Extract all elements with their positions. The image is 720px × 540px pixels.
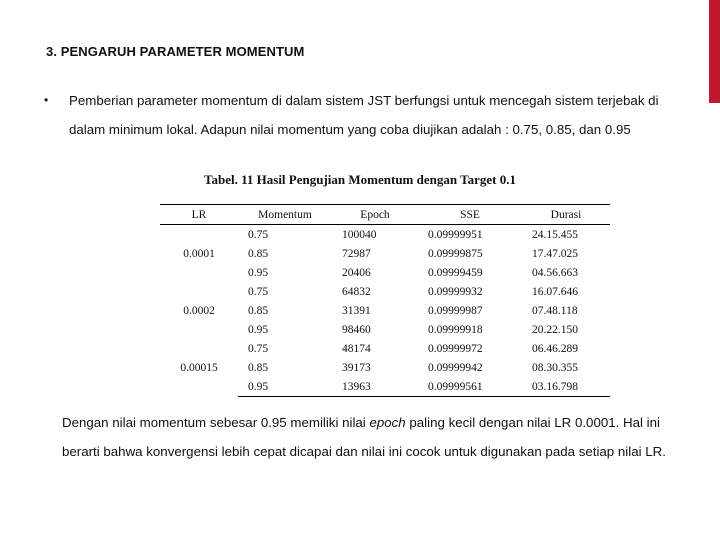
header-durasi: Durasi	[522, 205, 610, 225]
table-body	[160, 225, 610, 397]
cell-epoch: 98460	[342, 323, 371, 336]
header-lr: LR	[160, 205, 238, 225]
cell-sse: 0.09999942	[428, 361, 483, 374]
cell-epoch: 72987	[342, 247, 371, 260]
table-row	[160, 339, 610, 358]
cell-sse: 0.09999972	[428, 342, 483, 355]
cell-epoch: 48174	[342, 342, 371, 355]
cell-durasi: 16.07.646	[532, 285, 578, 298]
header-momentum: Momentum	[238, 205, 332, 225]
cell-lr: 0.00015	[180, 361, 218, 374]
table-caption: Tabel. 11 Hasil Pengujian Momentum dengan Target 0.1	[204, 172, 516, 187]
conclusion-text-1: Dengan nilai momentum sebesar 0.95 memiliki nilai	[62, 415, 370, 430]
cell-momentum: 0.95	[248, 323, 269, 336]
cell-durasi: 08.30.355	[532, 361, 578, 374]
conclusion-paragraph	[62, 408, 692, 466]
cell-durasi: 04.56.663	[532, 266, 578, 279]
table-row	[160, 225, 610, 245]
cell-durasi: 20.22.150	[532, 323, 578, 336]
cell-durasi: 06.46.289	[532, 342, 578, 355]
cell-durasi: 03.16.798	[522, 377, 610, 397]
cell-epoch: 13963	[332, 377, 418, 397]
cell-sse: 0.09999561	[418, 377, 522, 397]
conclusion-emphasis: epoch	[369, 415, 406, 430]
cell-epoch: 20406	[342, 266, 371, 279]
cell-momentum: 0.95	[248, 266, 269, 279]
header-epoch: Epoch	[332, 205, 418, 225]
cell-lr: 0.0002	[183, 304, 215, 317]
cell-epoch: 31391	[342, 304, 371, 317]
cell-lr: 0.0001	[183, 247, 215, 260]
cell-sse: 0.09999987	[428, 304, 483, 317]
cell-durasi: 17.47.025	[532, 247, 578, 260]
momentum-table	[160, 204, 610, 397]
cell-momentum: 0.75	[248, 285, 269, 298]
intro-paragraph: Pemberian parameter momentum di dalam sistem JST berfungsi untuk mencegah sistem terjebak di dalam minimum lokal. Adapun nilai momentum yang coba diujikan adalah : 0.75, 0.85, dan 0.95	[69, 93, 659, 137]
table-header-row	[160, 205, 610, 225]
cell-sse: 0.09999951	[428, 228, 483, 241]
conclusion-text-2: paling kecil dengan nilai LR 0.0001. Hal ini berarti bahwa konvergensi lebih cepat dicapai dan nilai ini cocok untuk digunakan pada setiap nilai LR.	[62, 415, 666, 459]
cell-momentum: 0.85	[248, 304, 269, 317]
cell-sse: 0.09999459	[428, 266, 483, 279]
cell-durasi: 24.15.455	[532, 228, 578, 241]
cell-momentum: 0.85	[248, 247, 269, 260]
cell-sse: 0.09999875	[428, 247, 483, 260]
cell-sse: 0.09999932	[428, 285, 483, 298]
accent-bar	[709, 0, 720, 103]
cell-momentum: 0.75	[248, 228, 269, 241]
cell-sse: 0.09999918	[428, 323, 483, 336]
cell-momentum: 0.85	[248, 361, 269, 374]
cell-durasi: 07.48.118	[532, 304, 578, 317]
section-heading: 3. PENGARUH PARAMETER MOMENTUM	[46, 44, 305, 59]
bullet-mark: •	[44, 93, 49, 107]
cell-momentum: 0.75	[248, 342, 269, 355]
cell-epoch: 100040	[342, 228, 377, 241]
cell-momentum: 0.95	[238, 377, 332, 397]
cell-epoch: 39173	[342, 361, 371, 374]
cell-epoch: 64832	[342, 285, 371, 298]
table-row	[160, 282, 610, 301]
header-sse: SSE	[418, 205, 522, 225]
